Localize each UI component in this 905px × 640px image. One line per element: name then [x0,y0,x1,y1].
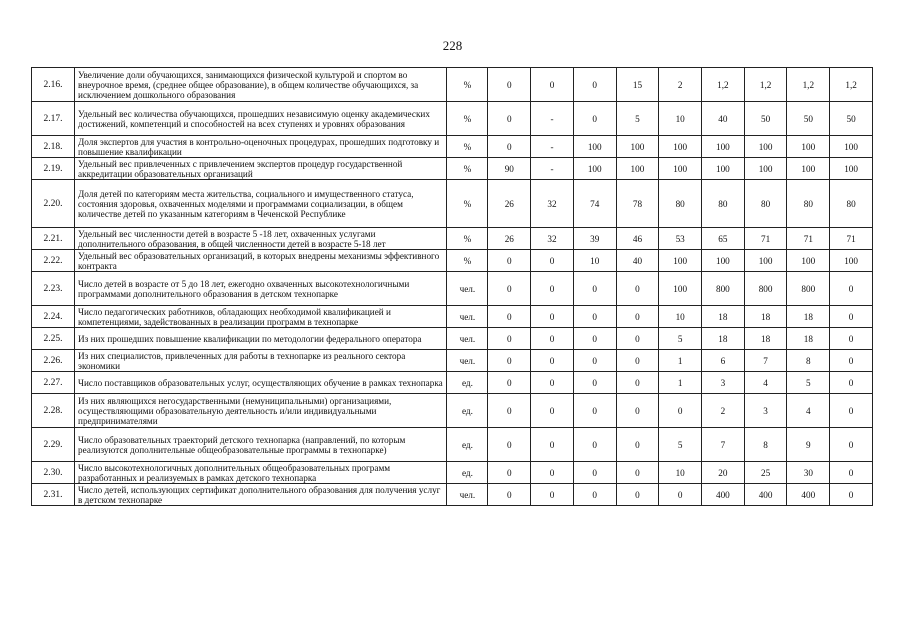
row-number-cell: 2.26. [32,350,75,372]
value-cell: 80 [830,180,873,228]
unit-cell: чел. [447,328,488,350]
indicator-description-cell: Из них специалистов, привлеченных для работы в технопарке из реального сектора экономики [75,350,447,372]
value-cell: 46 [616,228,659,250]
value-cell: 74 [573,180,616,228]
row-number-cell: 2.23. [32,272,75,306]
value-cell: 100 [573,136,616,158]
value-cell: 0 [488,328,531,350]
value-cell: 400 [702,484,745,506]
indicator-description-cell: Удельный вес количества обучающихся, прошедших независимую оценку академических достижений, компетенций и способностей на всех ступенях и уровнях образования [75,102,447,136]
value-cell: 0 [488,136,531,158]
value-cell: 100 [702,250,745,272]
value-cell: 800 [744,272,787,306]
value-cell: 5 [659,328,702,350]
value-cell: 100 [787,250,830,272]
unit-cell: % [447,250,488,272]
value-cell: 9 [787,428,830,462]
value-cell: 50 [787,102,830,136]
table-row [32,272,873,306]
value-cell: 0 [488,428,531,462]
value-cell: 1 [659,372,702,394]
value-cell: 80 [787,180,830,228]
row-number-cell: 2.18. [32,136,75,158]
value-cell: 0 [573,68,616,102]
value-cell: 1,2 [744,68,787,102]
value-cell: 1,2 [702,68,745,102]
indicator-description-cell: Удельный вес численности детей в возрасте 5 -18 лет, охваченных услугами дополнительного образования, в общей численности детей в возрасте 5-18 лет [75,228,447,250]
indicator-description-cell: Удельный вес привлеченных с привлечением экспертов процедур государственной аккредитации образовательных организаций [75,158,447,180]
value-cell: 0 [616,394,659,428]
value-cell: 90 [488,158,531,180]
table-row [32,306,873,328]
value-cell: - [531,136,574,158]
value-cell: 0 [531,372,574,394]
value-cell: 100 [830,250,873,272]
value-cell: 1,2 [830,68,873,102]
value-cell: 0 [830,462,873,484]
table-row [32,328,873,350]
table-row [32,372,873,394]
value-cell: 0 [573,484,616,506]
row-number-cell: 2.19. [32,158,75,180]
value-cell: 0 [830,350,873,372]
value-cell: 3 [702,372,745,394]
value-cell: 7 [744,350,787,372]
unit-cell: ед. [447,462,488,484]
value-cell: - [531,102,574,136]
value-cell: 71 [830,228,873,250]
row-number-cell: 2.30. [32,462,75,484]
indicator-description-cell: Увеличение доли обучающихся, занимающихся физической культурой и спортом во внеурочное время, (среднее общее образование), в общем количестве обучающихся, за исключением дошкольного образования [75,68,447,102]
value-cell: 100 [659,250,702,272]
unit-cell: % [447,102,488,136]
value-cell: 100 [659,272,702,306]
value-cell: 32 [531,228,574,250]
value-cell: 0 [573,350,616,372]
value-cell: 2 [659,68,702,102]
value-cell: 100 [659,158,702,180]
value-cell: 0 [616,272,659,306]
row-number-cell: 2.17. [32,102,75,136]
value-cell: 39 [573,228,616,250]
indicator-description-cell: Число педагогических работников, обладающих необходимой квалификацией и компетенциями, задействованных в реализации программ в технопарке [75,306,447,328]
row-number-cell: 2.27. [32,372,75,394]
indicator-description-cell: Число поставщиков образовательных услуг, осуществляющих обучение в рамках технопарка [75,372,447,394]
value-cell: 800 [702,272,745,306]
value-cell: 100 [830,136,873,158]
value-cell: 0 [659,484,702,506]
value-cell: 0 [488,462,531,484]
table-row [32,428,873,462]
table-row [32,180,873,228]
value-cell: 0 [488,372,531,394]
value-cell: 100 [616,136,659,158]
value-cell: 10 [659,306,702,328]
row-number-cell: 2.22. [32,250,75,272]
value-cell: 0 [531,306,574,328]
value-cell: 0 [488,272,531,306]
value-cell: 100 [573,158,616,180]
value-cell: 0 [573,428,616,462]
table-row [32,158,873,180]
value-cell: 0 [616,462,659,484]
value-cell: 10 [573,250,616,272]
value-cell: 100 [744,136,787,158]
value-cell: 7 [702,428,745,462]
value-cell: 6 [702,350,745,372]
value-cell: 0 [531,68,574,102]
value-cell: 0 [488,484,531,506]
value-cell: 0 [531,394,574,428]
value-cell: 30 [787,462,830,484]
row-number-cell: 2.24. [32,306,75,328]
value-cell: 100 [702,158,745,180]
page-number: 228 [442,38,463,53]
unit-cell: чел. [447,484,488,506]
unit-cell: чел. [447,350,488,372]
value-cell: 0 [573,272,616,306]
value-cell: 100 [787,158,830,180]
indicator-description-cell: Доля экспертов для участия в контрольно-оценочных процедурах, прошедших подготовку и повышение квалификации [75,136,447,158]
unit-cell: % [447,228,488,250]
unit-cell: % [447,158,488,180]
value-cell: 50 [744,102,787,136]
value-cell: 400 [787,484,830,506]
table-row [32,136,873,158]
value-cell: 10 [659,462,702,484]
value-cell: 32 [531,180,574,228]
unit-cell: ед. [447,394,488,428]
value-cell: 0 [488,350,531,372]
value-cell: 0 [488,394,531,428]
value-cell: 400 [744,484,787,506]
table-row [32,394,873,428]
table-row [32,484,873,506]
value-cell: 71 [787,228,830,250]
value-cell: 0 [573,372,616,394]
value-cell: 0 [573,328,616,350]
table-row [32,462,873,484]
value-cell: 8 [744,428,787,462]
value-cell: 4 [744,372,787,394]
value-cell: 100 [744,158,787,180]
value-cell: 18 [702,328,745,350]
value-cell: 0 [531,272,574,306]
indicators-table [31,67,873,506]
value-cell: 0 [573,102,616,136]
value-cell: 5 [787,372,830,394]
value-cell: 80 [659,180,702,228]
value-cell: 0 [488,250,531,272]
unit-cell: чел. [447,272,488,306]
indicator-description-cell: Число образовательных траекторий детского технопарка (направлений, по которым реализуются дополнительные общеобразовательные программы в технопарке) [75,428,447,462]
value-cell: 2 [702,394,745,428]
value-cell: 4 [787,394,830,428]
value-cell: 18 [702,306,745,328]
value-cell: 0 [616,328,659,350]
value-cell: 0 [830,328,873,350]
table-body [32,68,873,506]
value-cell: 0 [616,350,659,372]
value-cell: 100 [659,136,702,158]
value-cell: 0 [531,462,574,484]
value-cell: 0 [531,328,574,350]
table-row [32,102,873,136]
value-cell: 0 [830,484,873,506]
value-cell: 0 [531,428,574,462]
value-cell: 100 [702,136,745,158]
value-cell: - [531,158,574,180]
value-cell: 5 [659,428,702,462]
value-cell: 0 [830,372,873,394]
value-cell: 800 [787,272,830,306]
row-number-cell: 2.21. [32,228,75,250]
table-row [32,350,873,372]
value-cell: 0 [488,102,531,136]
unit-cell: % [447,136,488,158]
table-row [32,228,873,250]
indicator-description-cell: Число высокотехнологичных дополнительных общеобразовательных программ разработанных и реализуемых в рамках детского технопарка [75,462,447,484]
value-cell: 40 [702,102,745,136]
indicator-description-cell: Из них являющихся негосударственными (немуниципальными) организациями, осуществляющими образовательную деятельность и/или индивидуальными предпринимателями [75,394,447,428]
value-cell: 0 [573,306,616,328]
value-cell: 5 [616,102,659,136]
row-number-cell: 2.20. [32,180,75,228]
table-row [32,68,873,102]
value-cell: 40 [616,250,659,272]
value-cell: 25 [744,462,787,484]
value-cell: 0 [573,462,616,484]
value-cell: 0 [830,428,873,462]
indicator-description-cell: Число детей, использующих сертификат дополнительного образования для получения услуг в детском технопарке [75,484,447,506]
value-cell: 0 [659,394,702,428]
value-cell: 78 [616,180,659,228]
value-cell: 26 [488,228,531,250]
value-cell: 1,2 [787,68,830,102]
value-cell: 0 [830,306,873,328]
value-cell: 80 [702,180,745,228]
unit-cell: ед. [447,428,488,462]
value-cell: 0 [616,306,659,328]
value-cell: 65 [702,228,745,250]
value-cell: 53 [659,228,702,250]
row-number-cell: 2.16. [32,68,75,102]
value-cell: 20 [702,462,745,484]
row-number-cell: 2.29. [32,428,75,462]
value-cell: 1 [659,350,702,372]
value-cell: 10 [659,102,702,136]
row-number-cell: 2.25. [32,328,75,350]
value-cell: 0 [616,372,659,394]
indicator-description-cell: Число детей в возрасте от 5 до 18 лет, ежегодно охваченных высокотехнологичными программами дополнительного образования в детском технопарке [75,272,447,306]
value-cell: 0 [616,428,659,462]
unit-cell: % [447,180,488,228]
value-cell: 0 [573,394,616,428]
value-cell: 100 [744,250,787,272]
indicator-description-cell: Из них прошедших повышение квалификации по методологии федерального оператора [75,328,447,350]
value-cell: 18 [787,328,830,350]
row-number-cell: 2.28. [32,394,75,428]
value-cell: 18 [744,306,787,328]
value-cell: 18 [787,306,830,328]
value-cell: 0 [531,350,574,372]
value-cell: 100 [787,136,830,158]
value-cell: 80 [744,180,787,228]
table-row [32,250,873,272]
value-cell: 100 [616,158,659,180]
unit-cell: % [447,68,488,102]
value-cell: 26 [488,180,531,228]
value-cell: 8 [787,350,830,372]
value-cell: 0 [531,484,574,506]
value-cell: 0 [531,250,574,272]
row-number-cell: 2.31. [32,484,75,506]
indicator-description-cell: Доля детей по категориям места жительства, социального и имущественного статуса, состояния здоровья, охваченных моделями и программами социализации, в общем количестве детей по указанным категориям в Чеченской Республике [75,180,447,228]
value-cell: 3 [744,394,787,428]
value-cell: 0 [616,484,659,506]
value-cell: 0 [830,394,873,428]
value-cell: 50 [830,102,873,136]
value-cell: 15 [616,68,659,102]
value-cell: 71 [744,228,787,250]
unit-cell: чел. [447,306,488,328]
value-cell: 100 [830,158,873,180]
value-cell: 0 [488,68,531,102]
indicator-description-cell: Удельный вес образовательных организаций, в которых внедрены механизмы эффективного контракта [75,250,447,272]
unit-cell: ед. [447,372,488,394]
value-cell: 0 [488,306,531,328]
value-cell: 0 [830,272,873,306]
value-cell: 18 [744,328,787,350]
